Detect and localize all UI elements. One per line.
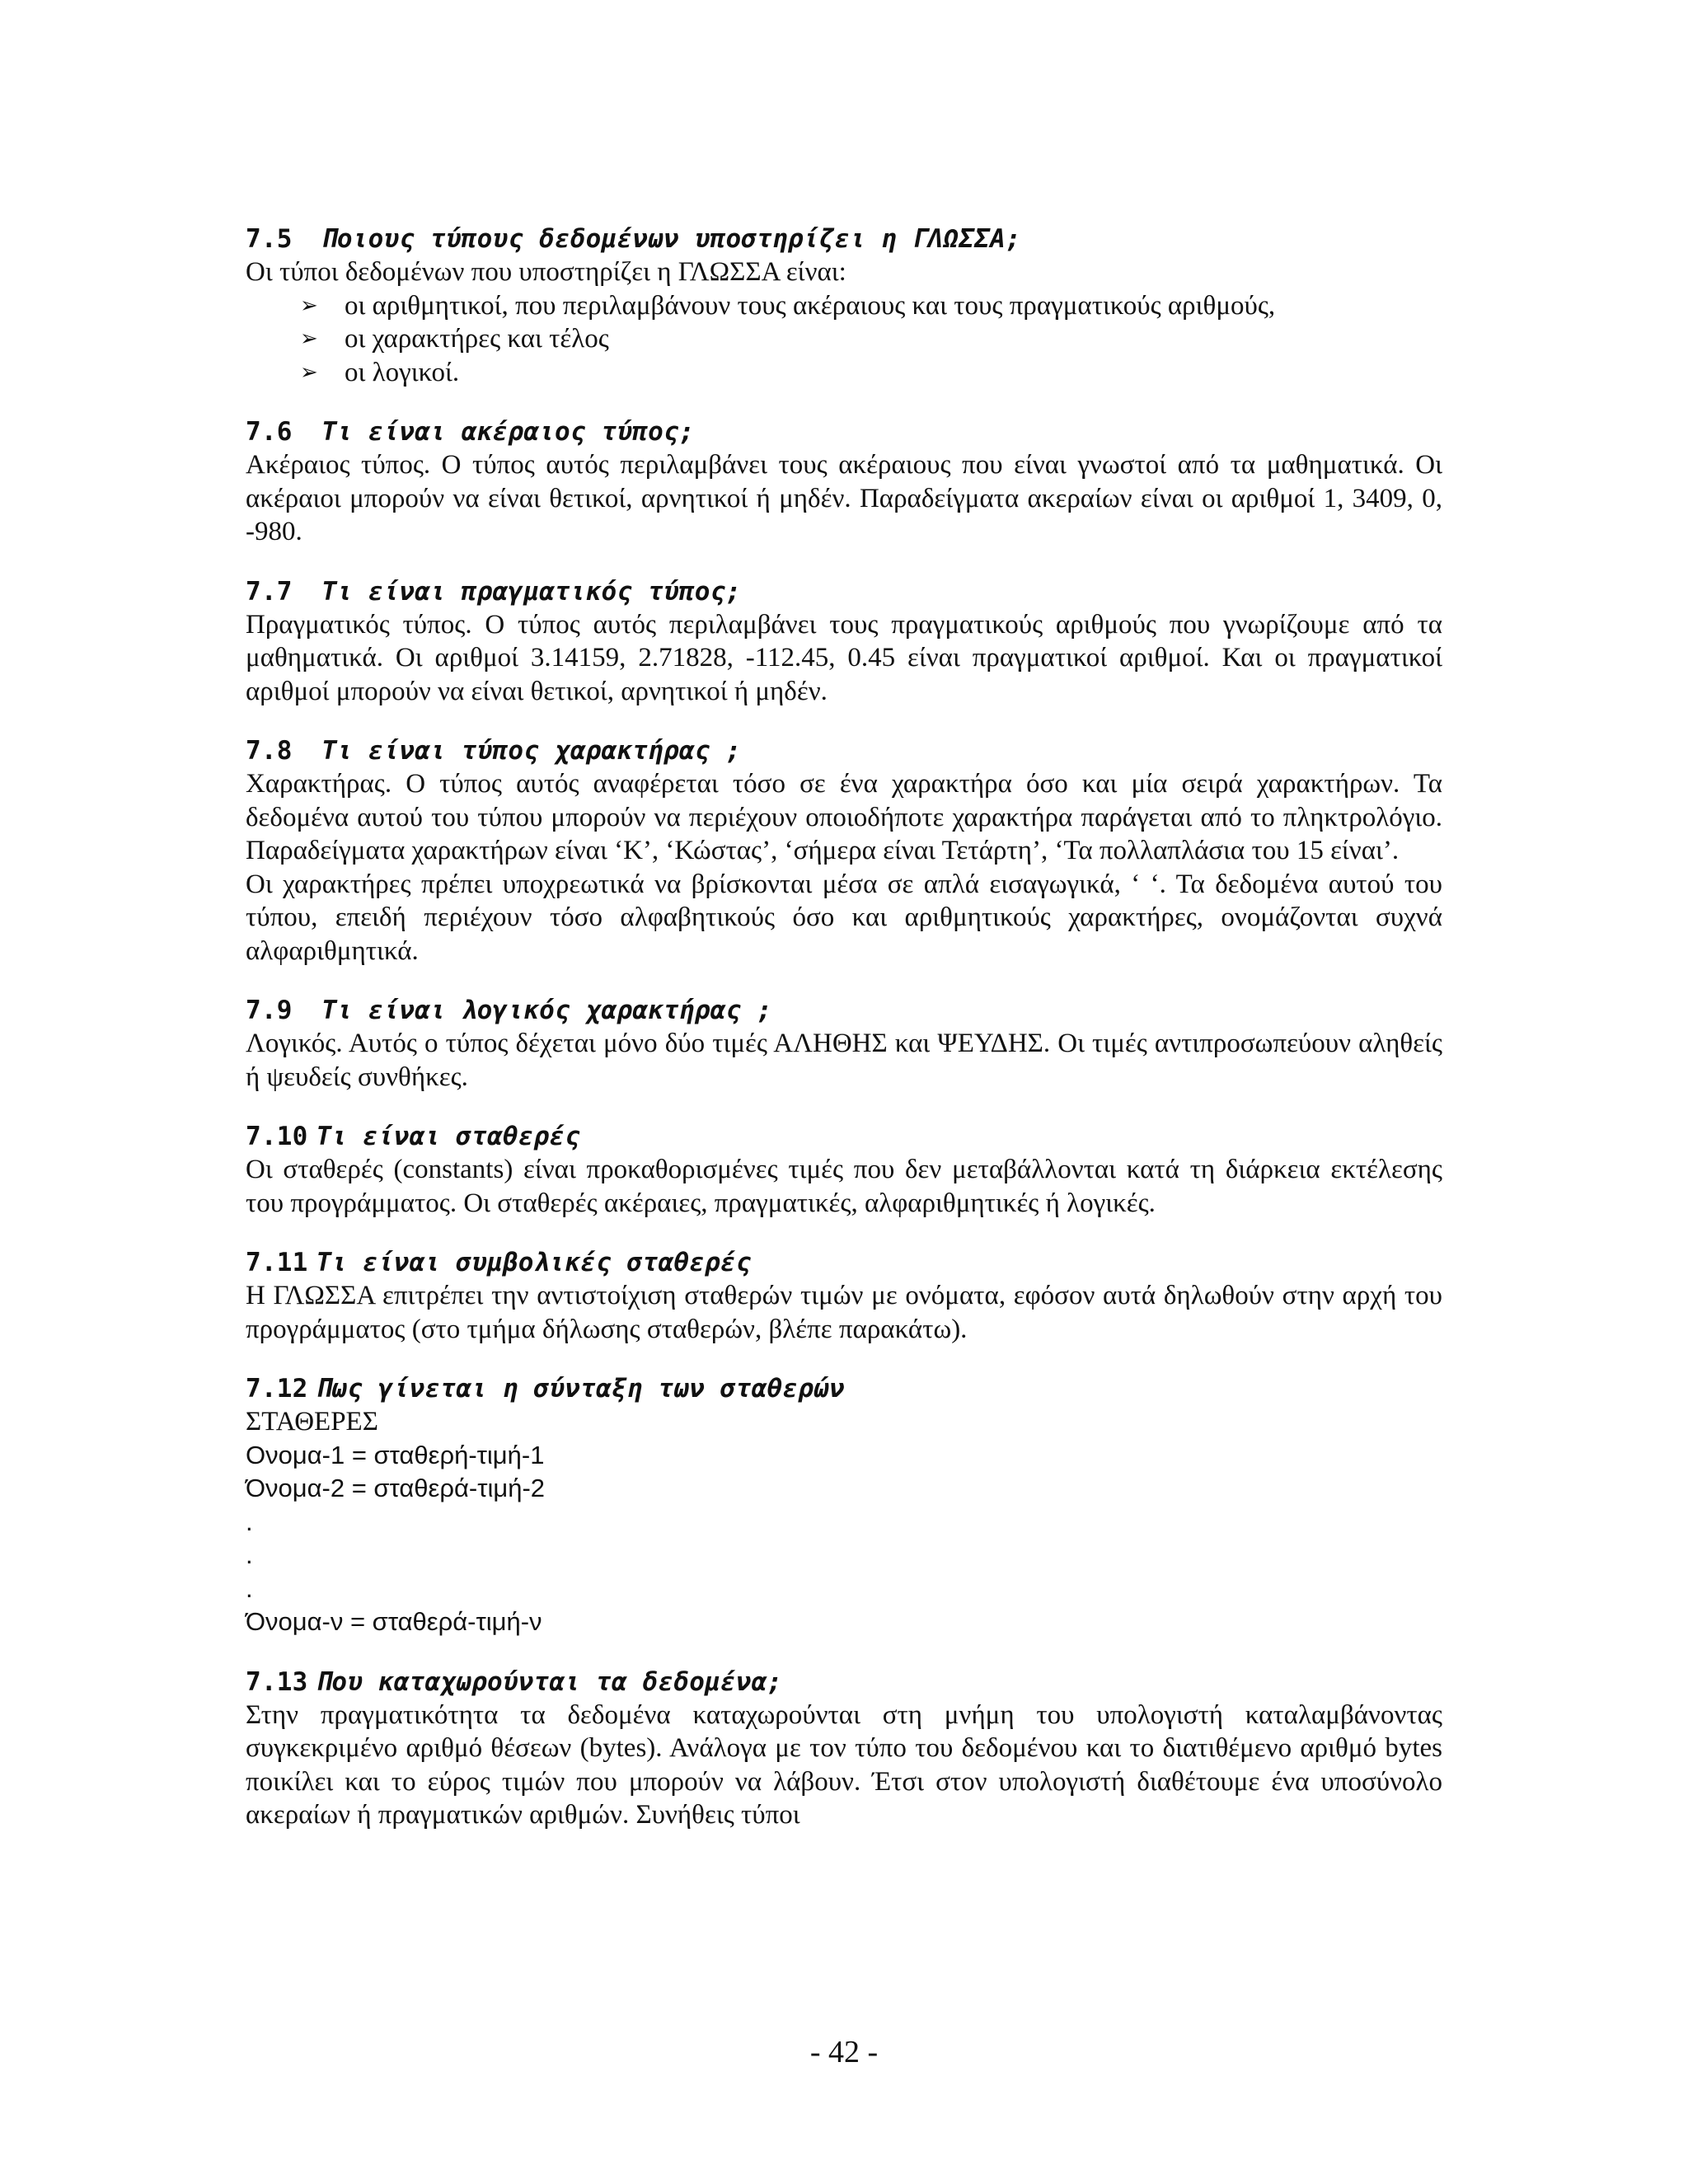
syntax-line: .: [246, 1507, 253, 1536]
section-heading: [246, 223, 1442, 255]
section-paragraph: Λογικός. Αυτός ο τύπος δέχεται μόνο δύο τιμές ΑΛΗΘΗΣ και ΨΕΥΔΗΣ. Οι τιμές αντιπροσωπεύουν αληθείς ή ψευδείς συνθήκες.: [246, 1029, 1442, 1092]
section-heading: [246, 1666, 1442, 1699]
section-title: Ποιους τύπους δεδομένων υποστηρίζει η ΓΛΩΣΣΑ;: [321, 224, 1021, 254]
section-7-10: [246, 1120, 1442, 1220]
section-7-6: [246, 415, 1442, 549]
section-7-9: [246, 994, 1442, 1094]
list-item-text: οι χαρακτήρες και τέλος: [345, 324, 609, 354]
section-heading: [246, 1372, 1442, 1405]
section-7-7: [246, 575, 1442, 709]
section-heading: [246, 1120, 1442, 1153]
section-heading: [246, 994, 1442, 1027]
section-number: 7.8: [246, 736, 293, 766]
arrowhead-bullet-icon: ➢: [300, 293, 318, 318]
section-7-11: [246, 1246, 1442, 1346]
list-item-text: οι λογικοί.: [345, 357, 460, 387]
section-7-13: [246, 1666, 1442, 1832]
arrowhead-bullet-icon: ➢: [300, 326, 318, 351]
section-number: 7.11: [246, 1248, 308, 1277]
section-number: 7.9: [246, 996, 293, 1025]
syntax-line: Όνομα-2 = σταθερά-τιμή-2: [246, 1474, 546, 1502]
section-number: 7.6: [246, 417, 293, 447]
section-title: Τι είναι σταθερές: [316, 1122, 581, 1151]
section-number: 7.10: [246, 1122, 308, 1151]
syntax-line: Όνομα-ν = σταθερά-τιμή-ν: [246, 1607, 542, 1636]
section-title: Τι είναι τύπος χαρακτήρας ;: [321, 736, 742, 766]
section-title: Τι είναι συμβολικές σταθερές: [316, 1248, 752, 1277]
section-7-5: [246, 223, 1442, 389]
section-intro: Οι τύποι δεδομένων που υποστηρίζει η ΓΛΩΣΣΑ είναι:: [246, 257, 846, 287]
section-7-12: [246, 1372, 1442, 1639]
section-title: Τι είναι πραγματικός τύπος;: [321, 576, 742, 607]
section-title: Τι είναι ακέραιος τύπος;: [321, 417, 695, 447]
arrowhead-bullet-icon: ➢: [300, 359, 318, 385]
section-paragraph: Χαρακτήρας. Ο τύπος αυτός αναφέρεται τόσο σε ένα χαρακτήρα όσο και μία σειρά χαρακτήρων. Τα δεδομένα αυτού του τύπου μπορούν να περιέχουν οποιοδήποτε χαρακτήρα παράγεται από το πληκτρολόγιο. Παραδείγματα χαρακτήρων είναι ‘Κ’, ‘Κώστας’, ‘σήμερα είναι Τετάρτη’, ‘Τα πολλαπλάσια του 15 είναι’.: [246, 769, 1442, 865]
section-heading: [246, 415, 1442, 448]
syntax-line: .: [246, 1540, 253, 1569]
section-number: 7.13: [246, 1666, 308, 1697]
data-types-list: [246, 289, 1442, 390]
section-paragraph: Πραγματικός τύπος. Ο τύπος αυτός περιλαμβάνει τους πραγματικούς αριθμούς που γνωρίζουμε από τα μαθηματικά. Οι αριθμοί 3.14159, 2.71828, -112.45, 0.45 είναι πραγματικοί αριθμοί. Και οι πραγματικοί αριθμοί μπορούν να είναι θετικοί, αρνητικοί ή μηδέν.: [246, 609, 1442, 706]
section-paragraph: Στην πραγματικότητα τα δεδομένα καταχωρούνται στη μνήμη του υπολογιστή καταλαμβάνοντας συγκεκριμένο αριθμό θέσεων (bytes). Ανάλογα με τον τύπο του δεδομένου και το διατιθέμενο αριθμό bytes ποικίλει και το εύρος τιμών που μπορούν να λάβουν. Έτσι στον υπολογιστή διαθέτουμε ένα υποσύνολο ακεραίων ή πραγματικών αριθμών. Συνήθεις τύποι: [246, 1699, 1442, 1830]
syntax-line: ΣΤΑΘΕΡΕΣ: [246, 1407, 378, 1436]
section-paragraph: Οι σταθερές (constants) είναι προκαθορισμένες τιμές που δεν μεταβάλλονται κατά τη διάρκεια εκτέλεσης του προγράμματος. Οι σταθερές ακέραιες, πραγματικές, αλφαριθμητικές ή λογικές.: [246, 1155, 1442, 1218]
section-heading: [246, 734, 1442, 767]
section-paragraph: Η ΓΛΩΣΣΑ επιτρέπει την αντιστοίχιση σταθερών τιμών με ονόματα, εφόσον αυτά δηλωθούν στην αρχή του προγράμματος (στο τμήμα δήλωσης σταθερών, βλέπε παρακάτω).: [246, 1281, 1442, 1344]
list-item-text: οι αριθμητικοί, που περιλαμβάνουν τους ακέραιους και τους πραγματικούς αριθμούς,: [345, 290, 1276, 321]
section-paragraph: Οι χαρακτήρες πρέπει υποχρεωτικά να βρίσκονται μέσα σε απλά εισαγωγικά, ‘ ‘. Τα δεδομένα αυτού του τύπου, επειδή περιέχουν τόσο αλφαβητικούς όσο και αριθμητικούς χαρακτήρες, ονομάζονται συχνά αλφαριθμητικά.: [246, 869, 1442, 966]
page-number: - 42 -: [809, 2035, 879, 2069]
syntax-line: .: [246, 1573, 253, 1603]
list-item: [246, 322, 1442, 356]
section-number: 7.5: [246, 224, 293, 254]
section-number: 7.12: [246, 1374, 308, 1404]
section-heading: [246, 1246, 1442, 1279]
section-number: 7.7: [246, 576, 293, 607]
section-7-8: [246, 734, 1442, 968]
list-item: [246, 289, 1442, 323]
section-heading: [246, 575, 1442, 608]
section-title: Που καταχωρούνται τα δεδομένα;: [316, 1666, 783, 1697]
section-paragraph: Ακέραιος τύπος. Ο τύπος αυτός περιλαμβάνει τους ακέραιους που είναι γνωστοί από τα μαθηματικά. Οι ακέραιοι μπορούν να είναι θετικοί, αρνητικοί ή μηδέν. Παραδείγματα ακεραίων είναι οι αριθμοί 1, 3409, 0, -980.: [246, 450, 1442, 546]
document-page: [246, 223, 1442, 1858]
section-title: Τι είναι λογικός χαρακτήρας ;: [321, 996, 773, 1025]
syntax-line: Ονομα-1 = σταθερή-τιμή-1: [246, 1440, 545, 1469]
list-item: [246, 356, 1442, 390]
constants-syntax-block: [246, 1405, 1442, 1639]
section-title: Πως γίνεται η σύνταξη των σταθερών: [316, 1374, 845, 1404]
